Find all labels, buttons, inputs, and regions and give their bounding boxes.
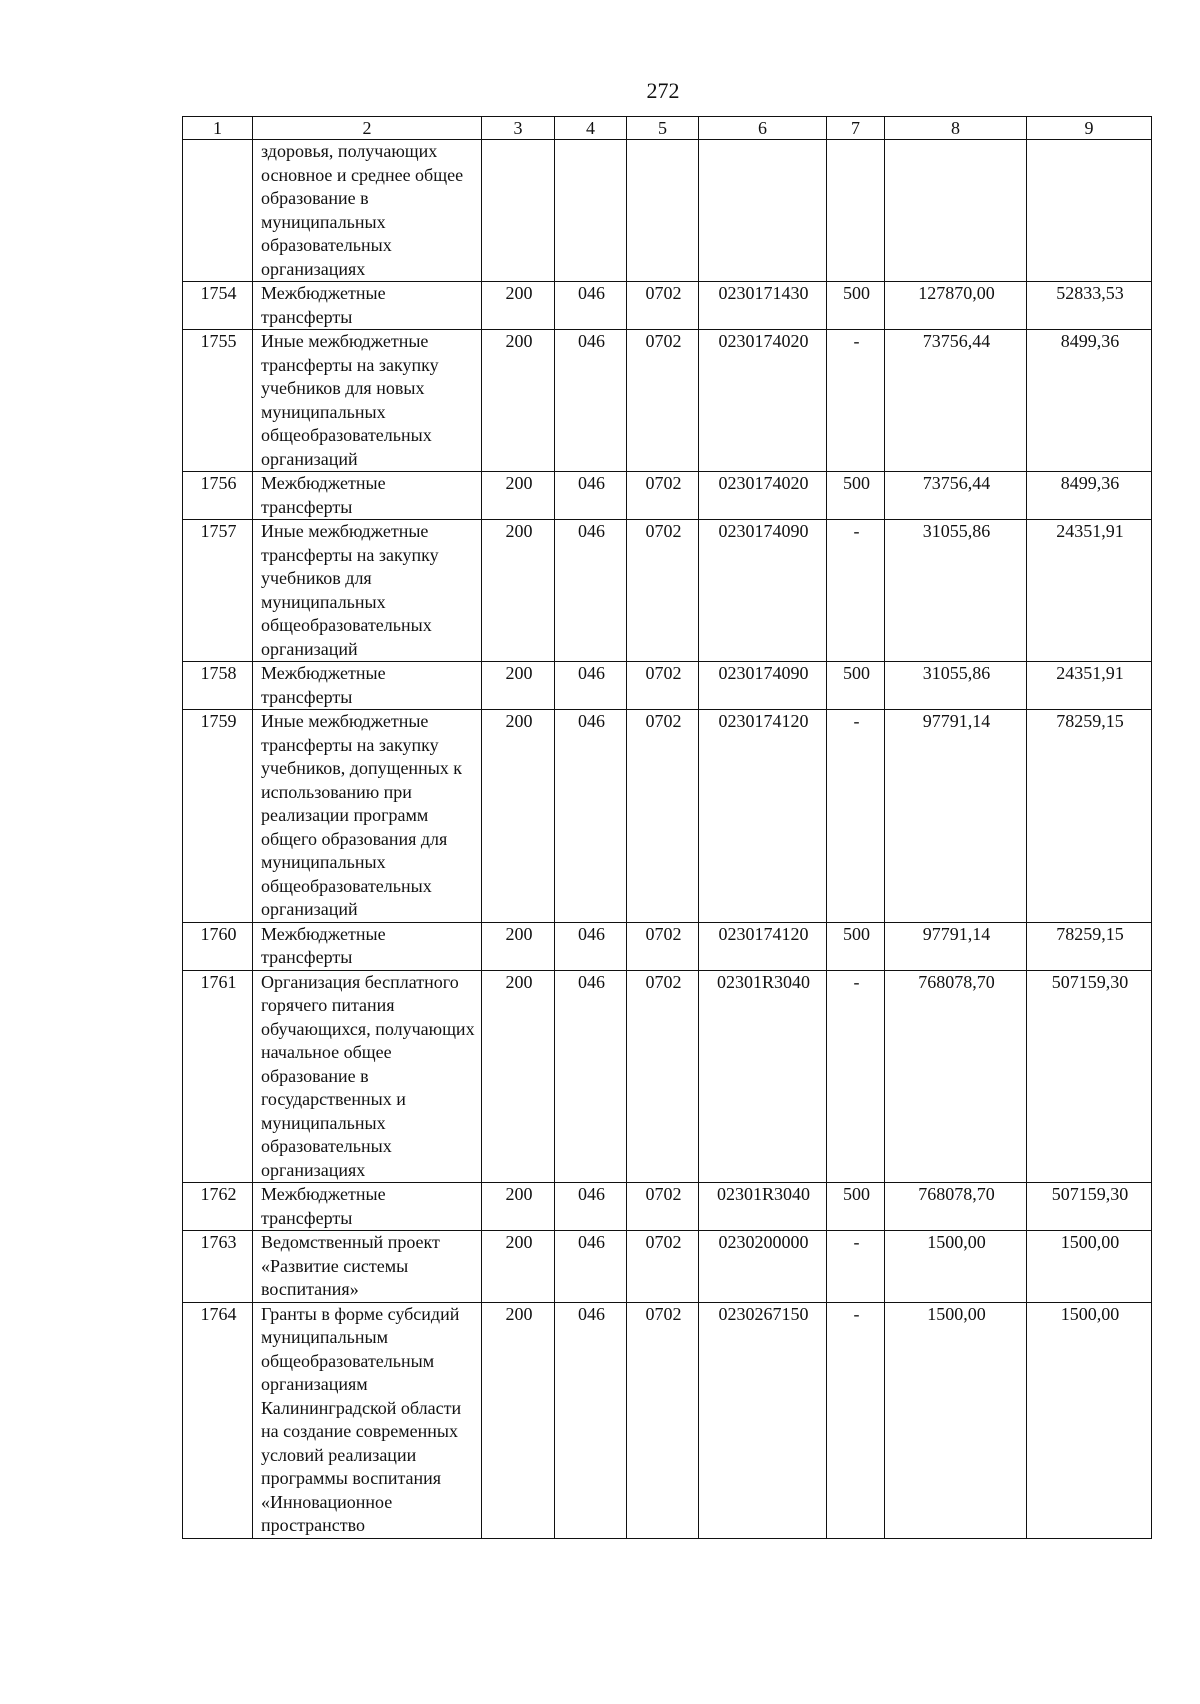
table-row [183,1302,1152,1538]
cell-amount-column-9: 1500,00 [1027,1302,1152,1538]
cell-target-item-code [699,140,827,282]
cell-row-number: 1759 [183,710,253,923]
cell-section-code: 0702 [627,662,699,710]
cell-amount-column-8: 31055,86 [885,520,1027,662]
cell-department-code: 046 [555,662,627,710]
cell-department-code: 046 [555,330,627,472]
cell-department-code: 046 [555,1183,627,1231]
table-row [183,922,1152,970]
cell-row-number: 1762 [183,1183,253,1231]
header-cell-section-code: 5 [627,117,699,140]
cell-row-number: 1755 [183,330,253,472]
cell-ministry-code: 200 [482,1183,555,1231]
cell-item-name: Межбюджетные трансферты [253,662,482,710]
cell-department-code: 046 [555,922,627,970]
cell-row-number: 1758 [183,662,253,710]
cell-expense-type-code: - [827,1231,885,1303]
header-cell-ministry-code: 3 [482,117,555,140]
cell-section-code: 0702 [627,1231,699,1303]
cell-ministry-code: 200 [482,520,555,662]
cell-amount-column-9: 78259,15 [1027,922,1152,970]
cell-amount-column-9 [1027,140,1152,282]
cell-item-name: Иные межбюджетные трансферты на закупку учебников для новых муниципальных общеобразовательных организаций [253,330,482,472]
cell-department-code: 046 [555,520,627,662]
cell-amount-column-8: 73756,44 [885,472,1027,520]
cell-section-code: 0702 [627,520,699,662]
cell-ministry-code: 200 [482,970,555,1183]
cell-target-item-code: 0230174020 [699,472,827,520]
cell-amount-column-9: 8499,36 [1027,330,1152,472]
cell-department-code: 046 [555,1231,627,1303]
cell-section-code: 0702 [627,710,699,923]
cell-ministry-code: 200 [482,330,555,472]
cell-item-name: Иные межбюджетные трансферты на закупку учебников, допущенных к использованию при реализации программ общего образования для муниципальных общеобразовательных организаций [253,710,482,923]
cell-amount-column-9: 507159,30 [1027,1183,1152,1231]
cell-ministry-code: 200 [482,710,555,923]
cell-section-code: 0702 [627,970,699,1183]
header-cell-expense-type-code: 7 [827,117,885,140]
cell-item-name: Межбюджетные трансферты [253,472,482,520]
cell-expense-type-code [827,140,885,282]
cell-item-name: Гранты в форме субсидий муниципальным общеобразовательным организациям Калининградской области на создание современных условий реализации программы воспитания «Инновационное пространство [253,1302,482,1538]
cell-target-item-code: 02301R3040 [699,970,827,1183]
cell-department-code: 046 [555,1302,627,1538]
cell-ministry-code: 200 [482,1231,555,1303]
cell-amount-column-8: 31055,86 [885,662,1027,710]
cell-department-code: 046 [555,970,627,1183]
cell-amount-column-9: 1500,00 [1027,1231,1152,1303]
cell-row-number: 1760 [183,922,253,970]
cell-expense-type-code: 500 [827,282,885,330]
cell-target-item-code: 0230174120 [699,922,827,970]
cell-ministry-code [482,140,555,282]
cell-ministry-code: 200 [482,1302,555,1538]
cell-amount-column-8: 97791,14 [885,710,1027,923]
cell-row-number [183,140,253,282]
cell-section-code: 0702 [627,330,699,472]
table-row [183,1183,1152,1231]
cell-amount-column-9: 24351,91 [1027,662,1152,710]
cell-department-code: 046 [555,710,627,923]
cell-amount-column-8 [885,140,1027,282]
cell-expense-type-code: 500 [827,662,885,710]
cell-row-number: 1756 [183,472,253,520]
cell-row-number: 1754 [183,282,253,330]
cell-department-code [555,140,627,282]
table-row [183,282,1152,330]
table-row [183,140,1152,282]
cell-target-item-code: 0230200000 [699,1231,827,1303]
cell-amount-column-8: 1500,00 [885,1231,1027,1303]
cell-amount-column-9: 24351,91 [1027,520,1152,662]
cell-row-number: 1764 [183,1302,253,1538]
cell-item-name: Межбюджетные трансферты [253,922,482,970]
cell-row-number: 1757 [183,520,253,662]
cell-item-name: Организация бесплатного горячего питания обучающихся, получающих начальное общее образование в государственных и муниципальных образовательных организациях [253,970,482,1183]
cell-item-name: Иные межбюджетные трансферты на закупку учебников для муниципальных общеобразовательных организаций [253,520,482,662]
cell-item-name: здоровья, получающих основное и среднее общее образование в муниципальных образовательных организациях [253,140,482,282]
table-row [183,970,1152,1183]
cell-amount-column-9: 507159,30 [1027,970,1152,1183]
table-row [183,520,1152,662]
cell-target-item-code: 0230174120 [699,710,827,923]
table-row [183,1231,1152,1303]
cell-row-number: 1761 [183,970,253,1183]
cell-section-code [627,140,699,282]
cell-item-name: Межбюджетные трансферты [253,1183,482,1231]
header-cell-row-number: 1 [183,117,253,140]
cell-amount-column-9: 8499,36 [1027,472,1152,520]
cell-ministry-code: 200 [482,472,555,520]
cell-ministry-code: 200 [482,922,555,970]
cell-amount-column-8: 1500,00 [885,1302,1027,1538]
cell-target-item-code: 0230174090 [699,520,827,662]
table-body [183,140,1152,1539]
header-cell-amount-column-8: 8 [885,117,1027,140]
cell-amount-column-9: 78259,15 [1027,710,1152,923]
page-number: 272 [646,78,680,103]
cell-amount-column-8: 768078,70 [885,970,1027,1183]
table-row [183,472,1152,520]
cell-expense-type-code: 500 [827,472,885,520]
cell-section-code: 0702 [627,1302,699,1538]
cell-expense-type-code: 500 [827,922,885,970]
cell-expense-type-code: - [827,1302,885,1538]
cell-expense-type-code: 500 [827,1183,885,1231]
budget-table [182,116,1152,1539]
header-cell-department-code: 4 [555,117,627,140]
cell-expense-type-code: - [827,520,885,662]
cell-expense-type-code: - [827,710,885,923]
cell-item-name: Ведомственный проект «Развитие системы воспитания» [253,1231,482,1303]
cell-section-code: 0702 [627,1183,699,1231]
cell-amount-column-9: 52833,53 [1027,282,1152,330]
header-cell-amount-column-9: 9 [1027,117,1152,140]
cell-target-item-code: 0230171430 [699,282,827,330]
table-row [183,710,1152,923]
cell-section-code: 0702 [627,922,699,970]
cell-item-name: Межбюджетные трансферты [253,282,482,330]
cell-ministry-code: 200 [482,282,555,330]
cell-ministry-code: 200 [482,662,555,710]
header-cell-item-name: 2 [253,117,482,140]
header-row [183,117,1152,140]
cell-expense-type-code: - [827,970,885,1183]
cell-department-code: 046 [555,472,627,520]
header-cell-target-item-code: 6 [699,117,827,140]
cell-target-item-code: 0230174020 [699,330,827,472]
cell-department-code: 046 [555,282,627,330]
cell-section-code: 0702 [627,472,699,520]
cell-amount-column-8: 73756,44 [885,330,1027,472]
table-row [183,662,1152,710]
table-row [183,330,1152,472]
cell-expense-type-code: - [827,330,885,472]
cell-target-item-code: 02301R3040 [699,1183,827,1231]
cell-amount-column-8: 97791,14 [885,922,1027,970]
cell-row-number: 1763 [183,1231,253,1303]
cell-amount-column-8: 127870,00 [885,282,1027,330]
cell-target-item-code: 0230267150 [699,1302,827,1538]
cell-section-code: 0702 [627,282,699,330]
table-header [183,117,1152,140]
cell-target-item-code: 0230174090 [699,662,827,710]
cell-amount-column-8: 768078,70 [885,1183,1027,1231]
